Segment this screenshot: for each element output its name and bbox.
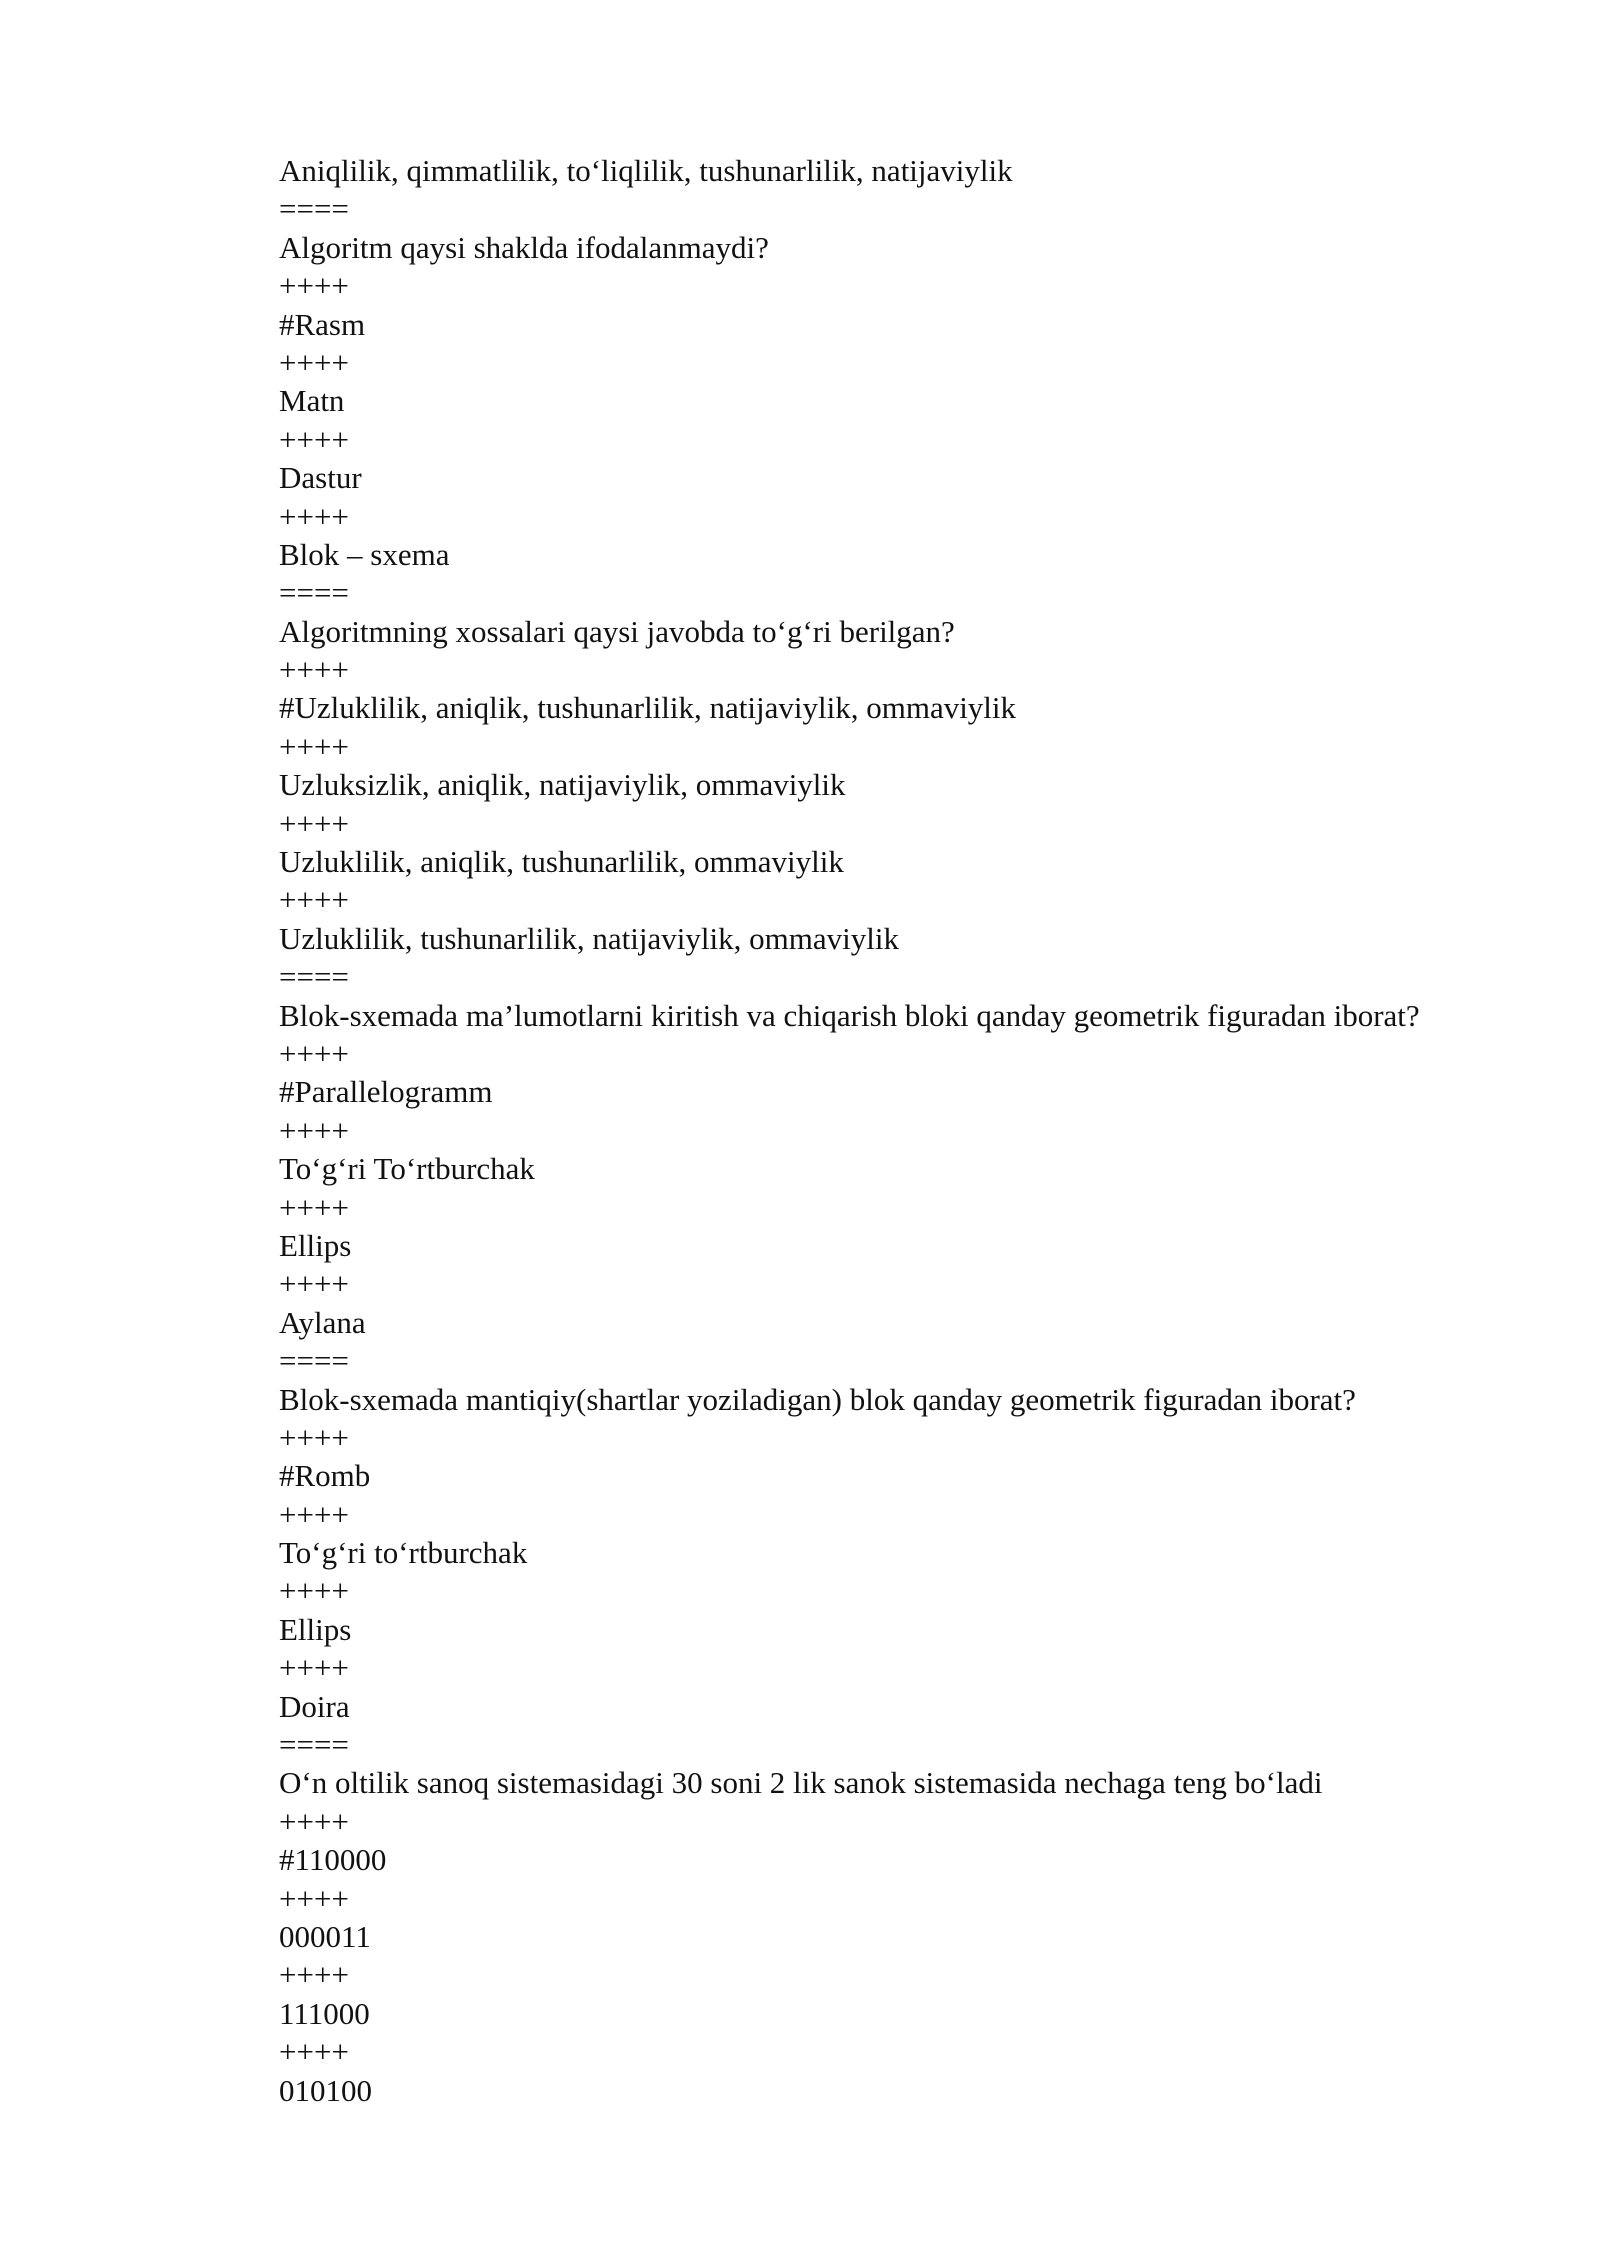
separator-line: ==== (279, 959, 349, 995)
question-text: Algoritmning xossalari qaysi javobda to‘g‘ri berilgan? (279, 613, 955, 649)
option-marker: ++++ (279, 268, 349, 304)
option-marker: ++++ (279, 1650, 349, 1686)
option-marker: ++++ (279, 728, 349, 764)
answer-option: Uzluklilik, aniqlik, tushunarlilik, ommaviylik (279, 844, 844, 880)
answer-option: Uzluklilik, tushunarlilik, natijaviylik, ommaviylik (279, 920, 899, 956)
answer-option: To‘g‘ri To‘rtburchak (279, 1151, 535, 1187)
question-text: Blok-sxemada mantiqiy(shartlar yoziladigan) blok qanday geometrik figuradan iborat? (279, 1381, 1356, 1417)
option-marker: ++++ (279, 1496, 349, 1532)
separator-line: ==== (279, 1343, 349, 1379)
option-marker: ++++ (279, 1573, 349, 1609)
answer-option: #Romb (279, 1458, 371, 1494)
option-marker: ++++ (279, 421, 349, 457)
option-marker: ++++ (279, 652, 349, 688)
answer-option: #110000 (279, 1842, 387, 1878)
option-marker: ++++ (279, 1880, 349, 1916)
option-marker: ++++ (279, 882, 349, 918)
answer-option: Doira (279, 1688, 350, 1724)
separator-line: ==== (279, 191, 349, 227)
option-marker: ++++ (279, 1189, 349, 1225)
option-marker: ++++ (279, 344, 349, 380)
answer-option: To‘g‘ri to‘rtburchak (279, 1535, 528, 1571)
answer-option: Blok – sxema (279, 536, 450, 572)
option-marker: ++++ (279, 498, 349, 534)
separator-line: ==== (279, 1727, 349, 1763)
option-marker: ++++ (279, 1266, 349, 1302)
answer-option: #Rasm (279, 306, 366, 342)
document-body (279, 152, 1539, 2110)
option-marker: ++++ (279, 2034, 349, 2070)
answer-option: #Parallelogramm (279, 1074, 493, 1110)
option-marker: ++++ (279, 1112, 349, 1148)
option-marker: ++++ (279, 805, 349, 841)
option-marker: ++++ (279, 1803, 349, 1839)
option-marker: ++++ (279, 1957, 349, 1993)
option-marker: ++++ (279, 1035, 349, 1071)
answer-option: Ellips (279, 1227, 352, 1263)
question-text: Blok-sxemada ma’lumotlarni kiritish va chiqarish bloki qanday geometrik figuradan iborat? (279, 997, 1420, 1033)
separator-line: ==== (279, 575, 349, 611)
answer-option: Uzluksizlik, aniqlik, natijaviylik, ommaviylik (279, 767, 846, 803)
text-line: Aniqlilik, qimmatlilik, to‘liqlilik, tushunarlilik, natijaviylik (279, 153, 1013, 188)
option-marker: ++++ (279, 1419, 349, 1455)
question-text: O‘n oltilik sanoq sistemasidagi 30 soni 2 lik sanok sistemasida nechaga teng bo‘ladi (279, 1765, 1323, 1801)
answer-option: 000011 (279, 1918, 371, 1954)
question-text: Algoritm qaysi shaklda ifodalanmaydi? (279, 229, 769, 265)
answer-option: #Uzluklilik, aniqlik, tushunarlilik, natijaviylik, ommaviylik (279, 690, 1017, 726)
answer-option: 111000 (279, 1995, 370, 2031)
answer-option: Aylana (279, 1304, 366, 1340)
answer-option: Matn (279, 383, 345, 419)
answer-option: Ellips (279, 1611, 352, 1647)
answer-option: 010100 (279, 2072, 372, 2108)
answer-option: Dastur (279, 460, 362, 496)
